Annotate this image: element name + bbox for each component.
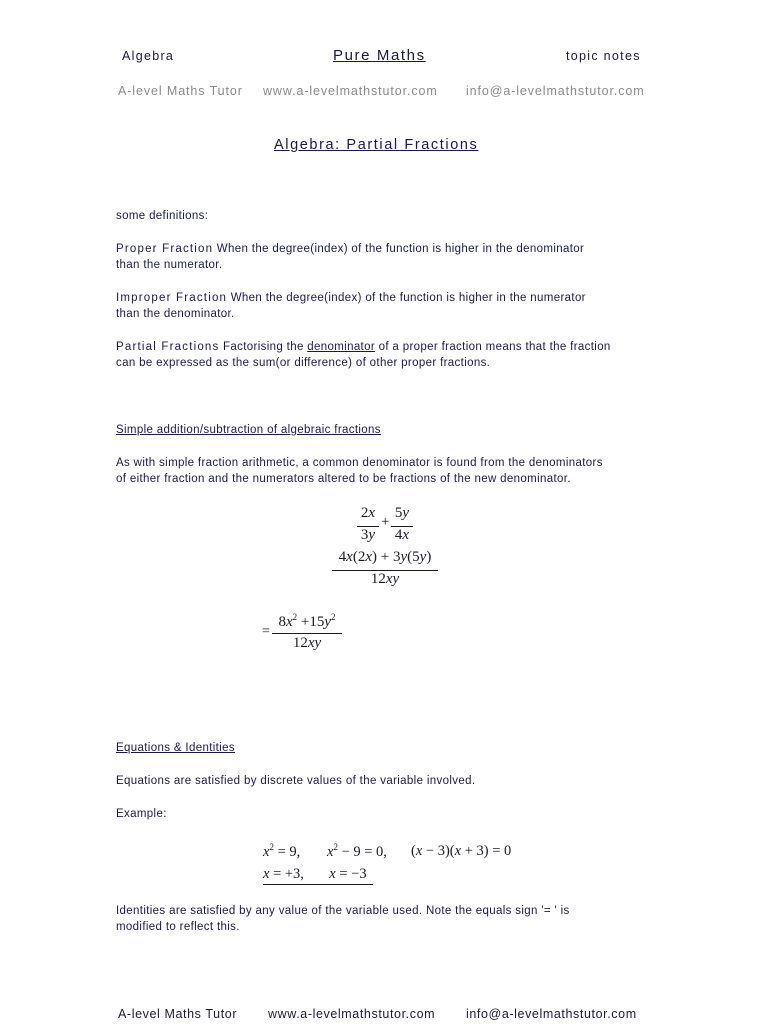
proper-fraction-text: When the degree(index) of the function is higher in the denominator [213, 243, 585, 255]
fraction-5y-over-4x: 5y 4x [391, 505, 413, 547]
section-addition-text-1: As with simple fraction arithmetic, a common denominator is found from the denominators [116, 457, 603, 469]
identities-text-2: modified to reflect this. [116, 921, 240, 933]
subheader-tutor: A-level Maths Tutor [118, 84, 243, 98]
section-equations-text: Equations are satisfied by discrete values of the variable involved. [116, 775, 476, 787]
equation-x-squared-9: $x^2 = 9$, [263, 842, 301, 860]
footer-tutor: A-level Maths Tutor [118, 1007, 238, 1021]
improper-fraction-text-2: than the denominator. [116, 308, 235, 320]
equation-factorised: (x − 3)(x + 3) = 0 [411, 843, 512, 859]
section-heading-equations: Equations & Identities [116, 742, 235, 754]
proper-fraction-term: Proper Fraction [116, 243, 214, 255]
plus-sign: + [381, 514, 390, 530]
partial-fractions-definition [116, 339, 611, 355]
partial-fractions-text-2: can be expressed as the sum(or difference) of other proper fractions. [116, 357, 491, 369]
equation-solutions: x = +3, x = −3 [263, 866, 373, 885]
partial-fractions-text-b: of a proper fraction means that the fraction [375, 341, 611, 353]
header-topic: Algebra [122, 49, 175, 63]
header-doc-type: topic notes [566, 49, 641, 63]
fraction-2x-over-3y: 2x 3y [357, 505, 379, 547]
improper-fraction-text: When the degree(index) of the function is higher in the numerator [227, 292, 586, 304]
fraction-result: $8x^2 +15y^2$ 12xy [272, 612, 342, 654]
partial-fractions-text-a: Factorising the [219, 341, 308, 353]
proper-fraction-text-2: than the numerator. [116, 259, 223, 271]
improper-fraction-definition [116, 290, 586, 306]
section-heading-addition: Simple addition/subtraction of algebraic fractions [116, 424, 381, 436]
equation-common-denominator: 4x(2x) + 3y(5y) 12xy [332, 549, 438, 591]
section-addition-text-2: of either fraction and the numerators altered to be fractions of the new denominator. [116, 473, 571, 485]
equation-x-squared-minus-9: $x^2 - 9 = 0$, [327, 842, 387, 860]
page-title: Algebra: Partial Fractions [274, 137, 479, 153]
header-subject: Pure Maths [333, 47, 426, 64]
definitions-intro: some definitions: [116, 210, 209, 222]
example-label: Example: [116, 808, 167, 820]
footer-website[interactable]: www.a-levelmathstutor.com [268, 1007, 436, 1021]
identities-text-1: Identities are satisfied by any value of the variable used. Note the equals sign '= ' is [116, 905, 570, 917]
equals-sign: = [262, 624, 270, 639]
proper-fraction-definition [116, 241, 584, 257]
partial-fractions-term: Partial Fractions [116, 341, 220, 353]
denominator-link[interactable]: denominator [307, 341, 376, 353]
subheader-website: www.a-levelmathstutor.com [263, 84, 438, 98]
improper-fraction-term: Improper Fraction [116, 292, 228, 304]
footer-email[interactable]: info@a-levelmathstutor.com [466, 1007, 637, 1021]
subheader-email: info@a-levelmathstutor.com [466, 84, 645, 98]
